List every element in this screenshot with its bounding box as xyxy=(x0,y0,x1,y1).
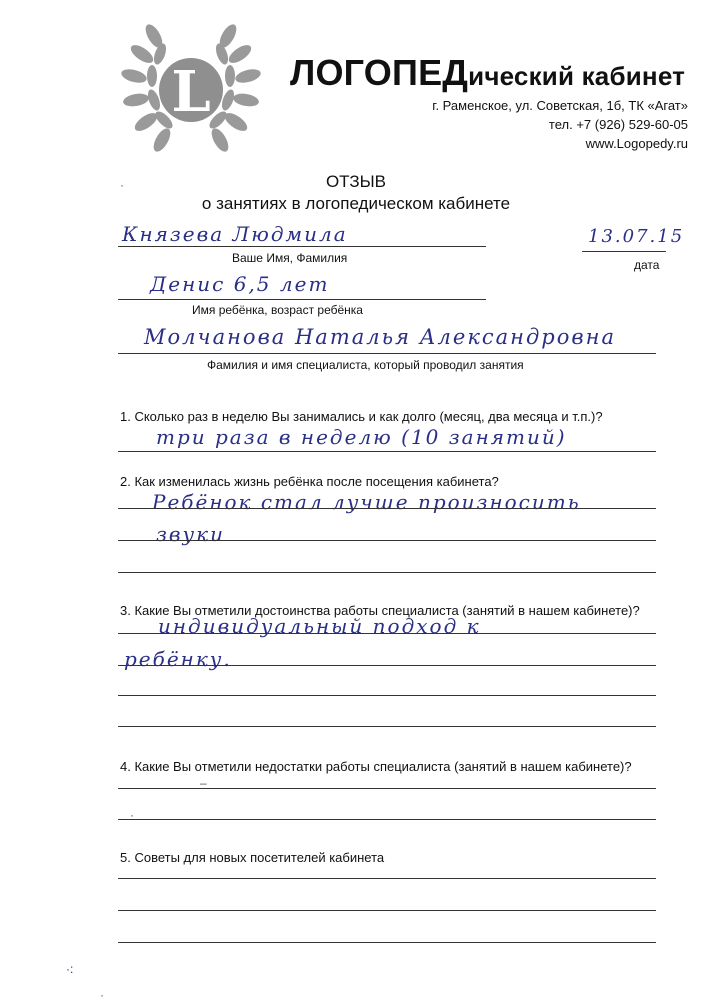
question-3: 3. Какие Вы отметили достоинства работы специалиста (занятий в нашем кабинете)? xyxy=(120,603,640,618)
name-handwritten-value: Князева Людмила xyxy=(122,222,348,246)
answer-2-line-a xyxy=(118,508,656,509)
document-title: ОТЗЫВ xyxy=(325,172,387,191)
stray-mark: · xyxy=(100,988,104,1002)
answer-3-line-d xyxy=(118,726,656,727)
child-field-line xyxy=(118,299,486,300)
specialist-handwritten-value: Молчанова Наталья Александровна xyxy=(144,325,616,349)
answer-5-line-a xyxy=(118,878,656,879)
answer-3-line-2: ребёнку. xyxy=(124,647,232,671)
child-handwritten-value: Денис 6,5 лет xyxy=(150,272,330,296)
answer-1-line-1: три раза в неделю (10 занятий) xyxy=(156,425,567,449)
specialist-field-label: Фамилия и имя специалиста, который проводил занятия xyxy=(207,358,524,372)
stray-mark: · xyxy=(120,178,124,192)
date-handwritten-value: 13.07.15 xyxy=(588,226,685,247)
answer-4-line-a xyxy=(118,788,656,789)
answer-4-line-b xyxy=(118,819,656,820)
answer-3-line-1: индивидуальный подход к xyxy=(158,614,481,638)
date-field-line xyxy=(582,251,666,252)
brand-title-bold: ЛОГОПЕД xyxy=(290,52,469,93)
child-field-label: Имя ребёнка, возраст ребёнка xyxy=(192,303,363,317)
document-subtitle: о занятиях в логопедическом кабинете xyxy=(201,194,511,213)
date-field-label: дата xyxy=(634,258,660,272)
name-field-line xyxy=(118,246,486,247)
brand-title-rest: ический кабинет xyxy=(468,61,686,91)
stray-mark: – xyxy=(200,776,207,790)
phone-text: тел. +7 (926) 529-60-05 xyxy=(548,117,688,132)
address-text: г. Раменское, ул. Советская, 1б, ТК «Агат» xyxy=(432,98,688,113)
answer-2-line-1: Ребёнок стал лучше произносить xyxy=(152,490,581,514)
name-field-label: Ваше Имя, Фамилия xyxy=(232,251,348,265)
laurel-logo-icon xyxy=(116,14,266,164)
website-link[interactable]: www.Logopedy.ru xyxy=(585,136,688,151)
stray-mark: ·: xyxy=(66,962,74,976)
answer-5-line-c xyxy=(118,942,656,943)
logo-letter: L xyxy=(171,59,211,125)
answer-2-line-b xyxy=(118,540,656,541)
answer-3-line-b xyxy=(118,665,656,666)
answer-5-line-b xyxy=(118,910,656,911)
question-4: 4. Какие Вы отметили недостатки работы специалиста (занятий в нашем кабинете)? xyxy=(120,759,632,774)
specialist-field-line xyxy=(118,353,656,354)
stray-mark: · xyxy=(130,808,134,822)
brand-title xyxy=(290,52,685,94)
answer-3-line-a xyxy=(118,633,656,634)
answer-1-line xyxy=(118,451,656,452)
answer-2-line-c xyxy=(118,572,656,573)
question-2: 2. Как изменилась жизнь ребёнка после посещения кабинета? xyxy=(120,474,499,489)
question-1: 1. Сколько раз в неделю Вы занимались и как долго (месяц, два месяца и т.п.)? xyxy=(120,409,603,424)
question-5: 5. Советы для новых посетителей кабинета xyxy=(120,850,385,865)
answer-2-line-2: звуки xyxy=(156,522,225,546)
answer-3-line-c xyxy=(118,695,656,696)
